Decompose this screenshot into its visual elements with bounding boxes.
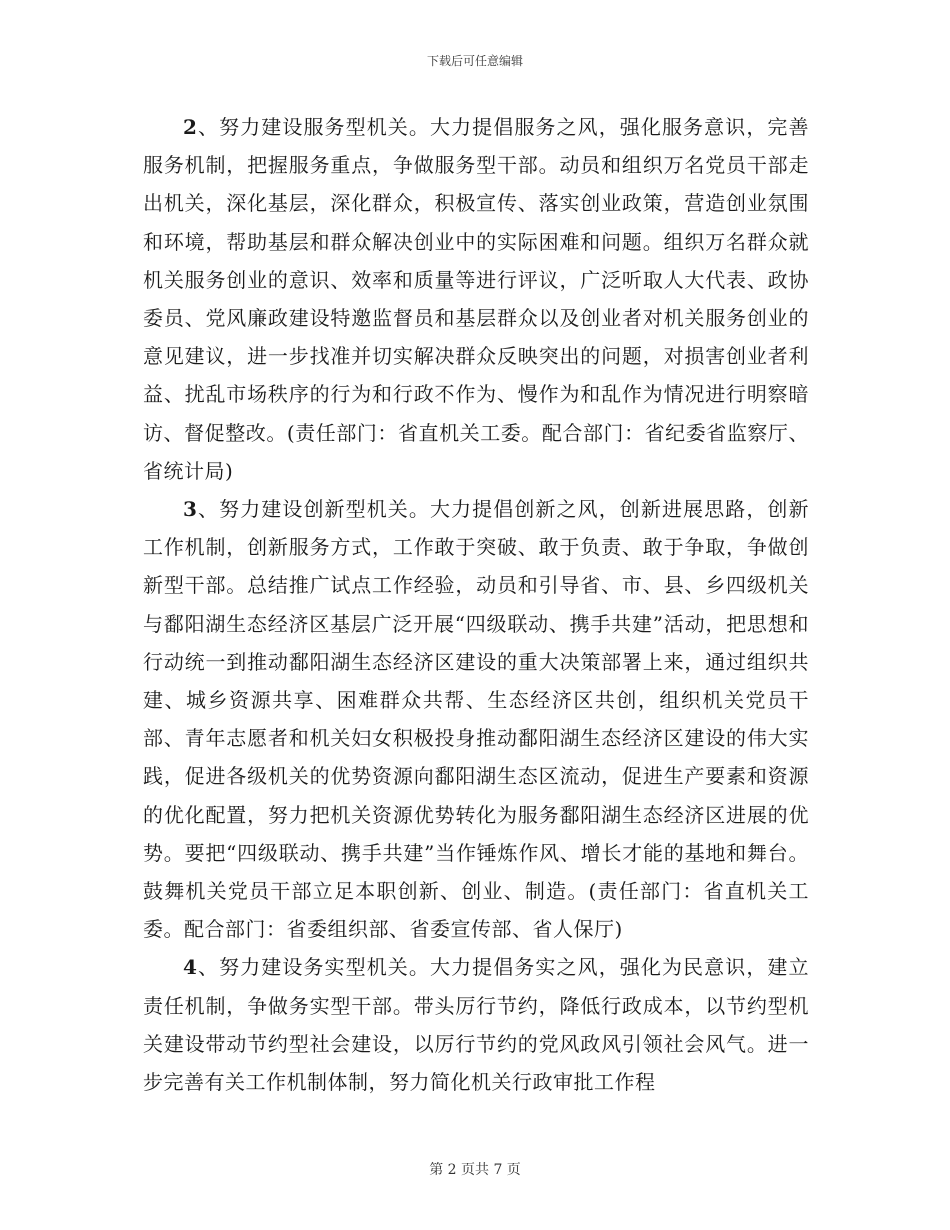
paragraph-4 xyxy=(143,948,809,1101)
paragraph-3 xyxy=(143,490,809,948)
page-footer: 第 2 页共 7 页 xyxy=(429,1162,521,1178)
page-header: 下载后可任意编辑 xyxy=(426,54,523,68)
paragraph-text: 、努力建设服务型机关。大力提倡服务之风，强化服务意识，完善服务机制，把握服务重点，争做服务型干部。动员和组织万名党员干部走出机关，深化基层，深化群众，积极宣传、落实创业政策，营造创业氛围和环境，帮助基层和群众解决创业中的实际困难和问题。组织万名群众就机关服务创业的意识、效率和质量等进行评议，广泛听取人大代表、政协委员、党风廉政建设特邀监督员和基层群众以及创业者对机关服务创业的意见建议，进一步找准并切实解决群众反映突出的问题，对损害创业者利益、扰乱市场秩序的行为和行政不作为、慢作为和乱作为情况进行明察暗访、督促整改。(责任部门：省直机关工委。配合部门：省纪委省监察厅、省统计局) xyxy=(143,115,809,483)
document-body xyxy=(143,108,809,1101)
paragraph-2 xyxy=(143,108,809,490)
item-number: 2 xyxy=(183,115,198,139)
item-number: 4 xyxy=(183,955,198,980)
paragraph-text: 、努力建设创新型机关。大力提倡创新之风，创新进展思路，创新工作机制，创新服务方式，工作敢于突破、敢于负责、敢于争取，争做创新型干部。总结推广试点工作经验，动员和引导省、市、县、乡四级机关与鄱阳湖生态经济区基层广泛开展“四级联动、携手共建”活动，把思想和行动统一到推动鄱阳湖生态经济区建设的重大决策部署上来，通过组织共建、城乡资源共享、困难群众共帮、生态经济区共创，组织机关党员干部、青年志愿者和机关妇女积极投身推动鄱阳湖生态经济区建设的伟大实践，促进各级机关的优势资源向鄱阳湖生态区流动，促进生产要素和资源的优化配置，努力把机关资源优势转化为服务鄱阳湖生态经济区进展的优势。要把“四级联动、携手共建”当作锤炼作风、增长才能的基地和舞台。鼓舞机关党员干部立足本职创新、创业、制造。(责任部门：省直机关工委。配合部门：省委组织部、省委宣传部、省人保厅) xyxy=(143,497,809,942)
item-number: 3 xyxy=(183,497,198,522)
paragraph-text: 、努力建设务实型机关。大力提倡务实之风，强化为民意识，建立责任机制，争做务实型干部。带头厉行节约，降低行政成本，以节约型机关建设带动节约型社会建设，以厉行节约的党风政风引领社会风气。进一步完善有关工作机制体制，努力简化机关行政审批工作程 xyxy=(143,955,809,1095)
